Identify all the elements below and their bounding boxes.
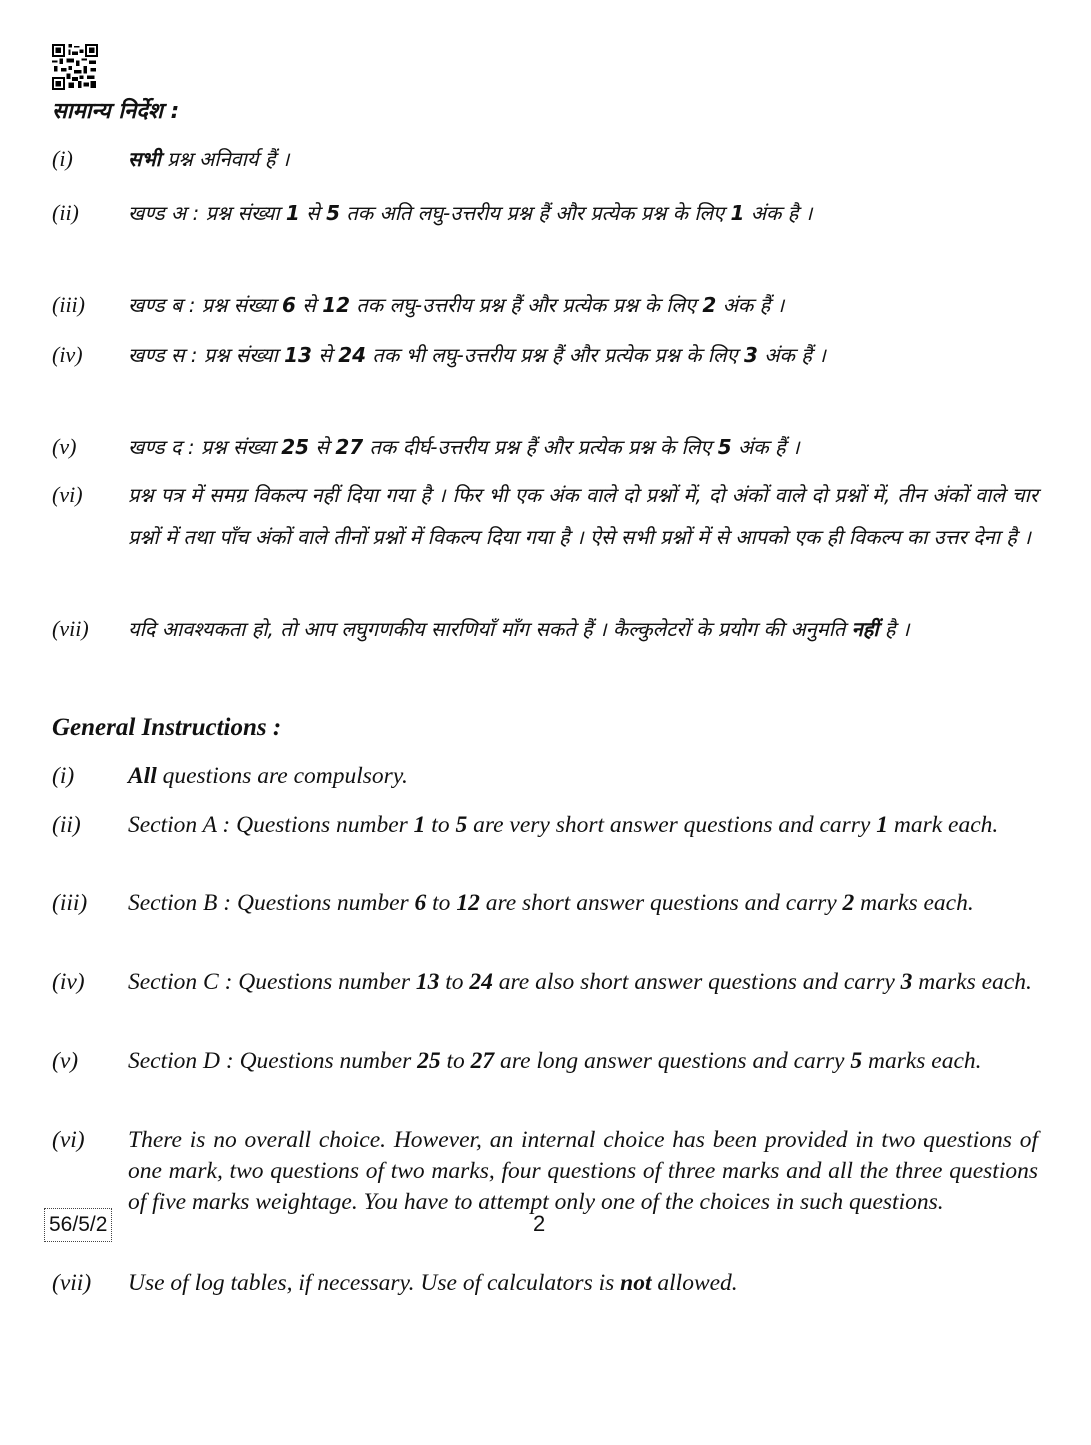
text-run: प्रश्न पत्र में समग्र विकल्प नहीं दिया गया है । फिर भी एक अंक वाले दो प्रश्नों में, दो अंकों वाले दो प्रश्नों में, तीन अंकों वाले चार प्रश्नों में तथा पाँच अंकों वाले तीनों प्रश्नों में विकल्प दिया गया है । ऐसे सभी प्रश्नों में से आपको एक ही विकल्प का उत्तर देना है । — [128, 483, 1038, 549]
item-text — [128, 608, 1038, 650]
hindi-instruction-item — [52, 192, 1038, 234]
text-run: marks each. — [854, 890, 974, 916]
english-instruction-item — [52, 1125, 1038, 1218]
bold-text: 6 — [414, 890, 427, 916]
item-number: (v) — [52, 434, 77, 459]
text-run: questions are compulsory. — [156, 763, 408, 789]
bold-text: 1 — [730, 201, 745, 225]
text-run: खण्ड द : प्रश्न संख्या — [128, 435, 282, 459]
text-run: तक दीर्घ-उत्तरीय प्रश्न हैं और प्रत्येक प्रश्न के लिए — [363, 435, 718, 459]
text-run: अंक है । — [744, 201, 813, 225]
text-run: to — [439, 969, 470, 995]
bold-text: 5 — [850, 1048, 863, 1074]
item-text — [128, 426, 1038, 468]
item-text — [128, 1125, 1038, 1218]
bold-text: 5 — [455, 812, 468, 838]
english-instructions-heading: General Instructions : — [52, 714, 282, 741]
bold-text: 25 — [281, 435, 310, 459]
text-run: अंक हैं । — [731, 435, 800, 459]
text-run: अंक हैं । — [716, 293, 785, 317]
bold-text: 27 — [335, 435, 364, 459]
item-text — [128, 1046, 1038, 1077]
bold-text: 3 — [743, 343, 758, 367]
item-number: (vi) — [52, 482, 83, 507]
item-text — [128, 967, 1038, 998]
text-run: है । — [878, 617, 910, 641]
english-instruction-item — [52, 810, 1038, 841]
item-number: (iii) — [52, 890, 88, 916]
text-run: Section D : Questions number — [128, 1048, 418, 1074]
item-number: (vii) — [52, 616, 89, 641]
bold-text: 25 — [417, 1048, 441, 1074]
bold-text: 5 — [717, 435, 732, 459]
qr-code-icon — [52, 44, 98, 90]
bold-text: 1 — [876, 812, 888, 838]
text-run: Use of log tables, if necessary. Use of calculators is — [128, 1270, 621, 1296]
text-run: to — [440, 1048, 471, 1074]
text-run: खण्ड ब : प्रश्न संख्या — [128, 293, 283, 317]
bold-text: not — [620, 1270, 652, 1296]
item-number: (ii) — [52, 200, 79, 225]
text-run: Section A : Questions number — [128, 812, 414, 838]
text-run: marks each. — [862, 1048, 982, 1074]
bold-text: 13 — [415, 969, 440, 995]
hindi-instruction-item — [52, 426, 1038, 468]
text-run: allowed. — [651, 1270, 738, 1296]
bold-text: 13 — [284, 343, 312, 367]
bold-text: सभी — [128, 147, 161, 171]
text-run: से — [309, 435, 336, 459]
text-run: से — [295, 293, 323, 317]
text-run: marks each. — [912, 969, 1032, 995]
text-run: तक लघु-उत्तरीय प्रश्न हैं और प्रत्येक प्रश्न के लिए — [350, 293, 703, 317]
text-run: Section B : Questions number — [128, 890, 415, 916]
item-text — [128, 192, 1038, 234]
item-number: (ii) — [52, 812, 81, 838]
text-run: अंक हैं । — [757, 343, 826, 367]
item-text — [128, 284, 1038, 326]
text-run: are also short answer questions and carry — [492, 969, 901, 995]
item-text — [128, 334, 1038, 376]
item-number: (iv) — [52, 342, 83, 367]
item-text — [128, 138, 1038, 180]
hindi-instruction-item — [52, 138, 1038, 180]
hindi-instruction-item — [52, 334, 1038, 376]
bold-text: 24 — [469, 969, 493, 995]
page-number: 2 — [533, 1211, 546, 1236]
text-run: Section C : Questions number — [128, 969, 416, 995]
text-run: तक अति लघु-उत्तरीय प्रश्न हैं और प्रत्येक प्रश्न के लिए — [339, 201, 731, 225]
text-run: से — [311, 343, 339, 367]
text-run: mark each. — [888, 812, 999, 838]
text-run: प्रश्न अनिवार्य हैं । — [160, 147, 290, 171]
item-number: (iii) — [52, 292, 85, 317]
bold-text: 2 — [842, 890, 855, 916]
text-run: There is no overall choice. However, an internal choice has been provided in two questions of one mark, two questions of two marks, four questions of three marks and all the three questions of five marks weightage. You have to attempt only one of the choices in such questions. — [128, 1127, 1038, 1215]
item-number: (vi) — [52, 1127, 85, 1153]
hindi-instruction-item — [52, 474, 1038, 558]
english-instruction-item — [52, 967, 1038, 998]
item-number: (i) — [52, 146, 73, 171]
bold-text: नहीं — [851, 617, 879, 641]
bold-text: 6 — [282, 293, 296, 317]
text-run: are long answer questions and carry — [494, 1048, 851, 1074]
item-text — [128, 761, 1038, 792]
bold-text: 12 — [322, 293, 351, 317]
hindi-instructions-heading: सामान्य निर्देश : — [52, 99, 180, 124]
item-text — [128, 810, 1038, 841]
text-run: खण्ड अ : प्रश्न संख्या — [128, 201, 286, 225]
paper-code-box: 56/5/2 — [44, 1208, 112, 1242]
item-number: (v) — [52, 1048, 79, 1074]
item-number: (i) — [52, 763, 75, 789]
item-number: (vii) — [52, 1270, 92, 1296]
bold-text: 24 — [338, 343, 367, 367]
item-number: (iv) — [52, 969, 85, 995]
item-text — [128, 888, 1038, 919]
bold-text: All — [128, 763, 157, 789]
bold-text: 2 — [702, 293, 717, 317]
english-instruction-item — [52, 888, 1038, 919]
text-run: खण्ड स : प्रश्न संख्या — [128, 343, 285, 367]
item-text — [128, 1268, 1038, 1299]
hindi-instruction-item — [52, 284, 1038, 326]
item-text — [128, 474, 1038, 558]
text-run: to — [426, 890, 457, 916]
bold-text: 1 — [285, 201, 300, 225]
english-instruction-item — [52, 761, 1038, 792]
text-run: से — [299, 201, 327, 225]
bold-text: 5 — [326, 201, 340, 225]
bold-text: 27 — [470, 1048, 495, 1074]
text-run: are short answer questions and carry — [479, 890, 843, 916]
text-run: are very short answer questions and carry — [467, 812, 877, 838]
bold-text: 3 — [900, 969, 913, 995]
text-run: to — [425, 812, 456, 838]
bold-text: 1 — [413, 812, 426, 838]
text-run: यदि आवश्यकता हो, तो आप लघुगणकीय सारणियाँ माँग सकते हैं । कैल्कुलेटरों के प्रयोग की अनुमति — [128, 617, 852, 641]
english-instruction-item — [52, 1268, 1038, 1299]
english-instruction-item — [52, 1046, 1038, 1077]
text-run: तक भी लघु-उत्तरीय प्रश्न हैं और प्रत्येक प्रश्न के लिए — [366, 343, 744, 367]
bold-text: 12 — [456, 890, 480, 916]
hindi-instruction-item — [52, 608, 1038, 650]
